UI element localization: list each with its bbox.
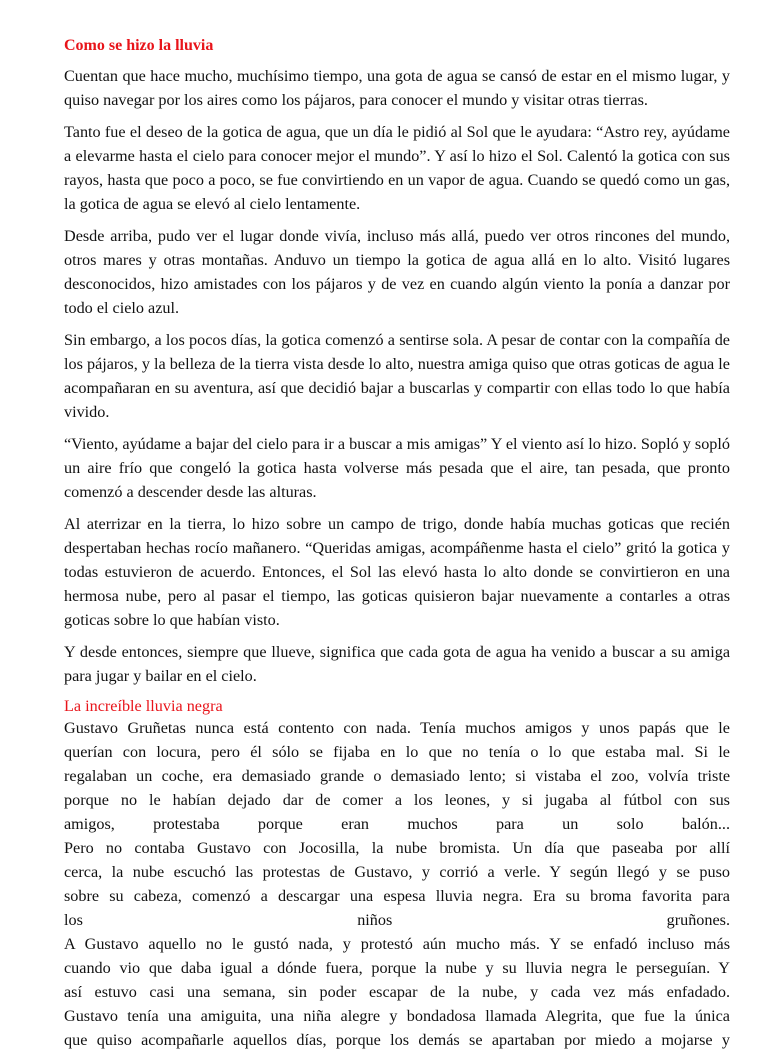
story-2-line: Pero no contaba Gustavo con Jocosilla, la nube bromista. Un día que paseaba por allí xyxy=(64,839,730,857)
story-1-paragraph: “Viento, ayúdame a bajar del cielo para ir a buscar a mis amigas” Y el viento así lo hizo. Sopló y sopló un aire frío que congeló la gotica hasta volverse más pesada que el aire, tan pesada, que pronto comenzó a descender desde las alturas. xyxy=(64,435,730,501)
story-2-line: regalaban un coche, era demasiado grande o demasiado lento; si vistaba el zoo, volvía triste xyxy=(64,767,730,785)
story-2-line: amigos, protestaba porque eran muchos para un solo balón... xyxy=(64,815,730,833)
story-2-title: La increíble lluvia negra xyxy=(64,697,223,715)
story-1-paragraph: Y desde entonces, siempre que llueve, significa que cada gota de agua ha venido a buscar a su amiga para jugar y bailar en el cielo. xyxy=(64,643,730,685)
story-2-line: querían con locura, pero él sólo se fijaba en lo que no tenía o lo que estaba mal. Si le xyxy=(64,743,730,761)
story-1-paragraph: Sin embargo, a los pocos días, la gotica comenzó a sentirse sola. A pesar de contar con la compañía de los pájaros, y la belleza de la tierra vista desde lo alto, nuestra amiga quiso que otras goticas de agua le acompañaran en su aventura, así que decidió bajar a buscarlas y compartir con ellas todo lo que había vivido. xyxy=(64,331,730,421)
story-1-paragraph: Al aterrizar en la tierra, lo hizo sobre un campo de trigo, donde había muchas goticas que recién despertaban hechas rocío mañanero. “Queridas amigas, acompáñenme hasta el cielo” gritó la gotica y todas estuvieron de acuerdo. Entonces, el Sol las elevó hasta lo alto donde se convirtieron en una hermosa nube, pero al pasar el tiempo, las goticas quisieron bajar nuevamente a contarles a otras goticas sobre lo que habían visto. xyxy=(64,515,730,629)
story-2-line: cuando vio que daba igual a dónde fuera, porque la nube y su lluvia negra le perseguían. Y xyxy=(64,959,730,977)
story-2-line: así estuvo casi una semana, sin poder escapar de la nube, y cada vez más enfadado. xyxy=(64,983,730,1001)
story-2-line: A Gustavo aquello no le gustó nada, y protestó aún mucho más. Y se enfadó incluso más xyxy=(64,935,730,953)
story-2-line: cerca, la nube escuchó las protestas de Gustavo, y corrió a verle. Y según llegó y se puso xyxy=(64,863,730,881)
story-2-body xyxy=(64,716,730,1052)
story-2-line: que quiso acompañarle aquellos días, porque los demás se apartaban por miedo a mojarse y xyxy=(64,1031,730,1049)
story-1-paragraph: Tanto fue el deseo de la gotica de agua, que un día le pidió al Sol que le ayudara: “Astro rey, ayúdame a elevarme hasta el cielo para conocer mejor el mundo”. Y así lo hizo el Sol. Calentó la gotica con sus rayos, hasta que poco a poco, se fue convirtiendo en un vapor de agua. Cuando se quedó como un gas, la gotica de agua se elevó al cielo lentamente. xyxy=(64,123,730,213)
story-1-paragraph: Desde arriba, pudo ver el lugar donde vivía, incluso más allá, puedo ver otros rincones del mundo, otros mares y otras montañas. Anduvo un tiempo la gotica de agua allá en lo alto. Visitó lugares desconocidos, hizo amistades con los pájaros y de vez en cuando algún viento la ponía a danzar por todo el cielo azul. xyxy=(64,227,730,317)
story-2-line: Gustavo tenía una amiguita, una niña alegre y bondadosa llamada Alegrita, que fue la única xyxy=(64,1007,730,1025)
story-1-title: Como se hizo la lluvia xyxy=(64,37,214,54)
story-2-line: Gustavo Gruñetas nunca está contento con nada. Tenía muchos amigos y unos papás que le xyxy=(64,719,730,737)
story-2-line: sobre su cabeza, comenzó a descargar una espesa lluvia negra. Era su broma favorita para xyxy=(64,887,730,905)
story-2-line: porque no le habían dejado dar de comer a los leones, y si jugaba al fútbol con sus xyxy=(64,791,730,809)
story-1-paragraph: Cuentan que hace mucho, muchísimo tiempo, una gota de agua se cansó de estar en el mismo lugar, y quiso navegar por los aires como los pájaros, para conocer el mundo y visitar otras tierras. xyxy=(64,67,730,109)
story-2-line: los niños gruñones. xyxy=(64,911,730,929)
